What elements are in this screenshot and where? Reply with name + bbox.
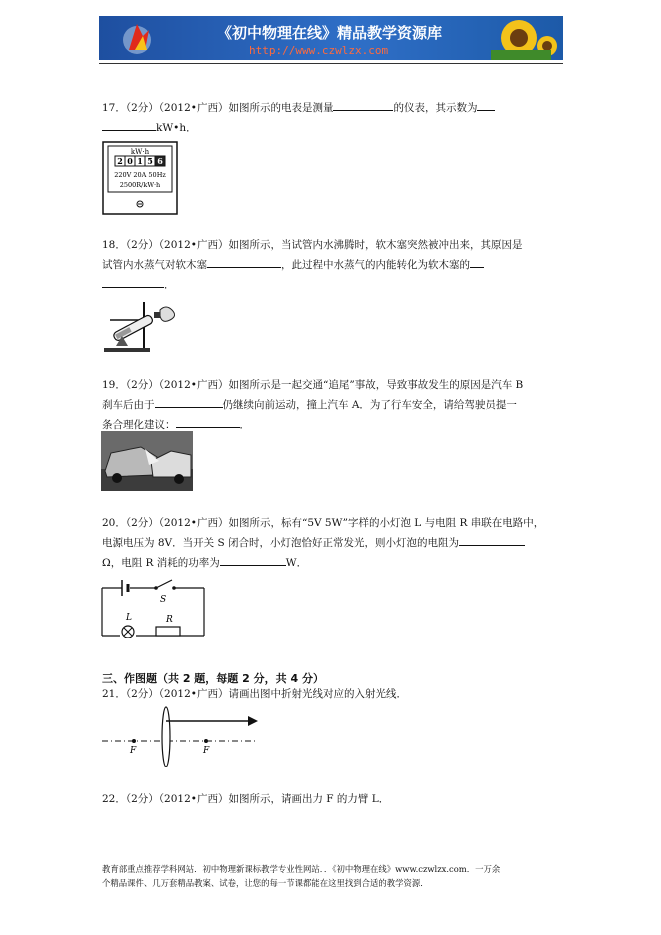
q17-text-1: 17．（2分）（2012•广西）如图所示的电表是测量 bbox=[102, 102, 334, 114]
arrow-head-icon bbox=[248, 716, 258, 726]
meter-digit: 5 bbox=[147, 156, 153, 166]
footer-line-1: 教育部重点推荐学科网站．初中物理新课标教学专业性网站．．《初中物理在线》www.czwlzx.com．一万余 bbox=[102, 864, 501, 874]
meter-spec-1: 220V 20A 50Hz bbox=[114, 171, 166, 179]
q20-line-1: 20．（2分）（2012•广西）如图所示，标有“5V 5W”字样的小灯泡 L 与电阻 R 串联在电路中， bbox=[102, 517, 545, 529]
q19-line-1: 19．（2分）（2012•广西）如图所示是一起交通“追尾”事故，导致事故发生的原因是汽车 B bbox=[102, 379, 524, 391]
meter-digit: 1 bbox=[137, 156, 143, 166]
q18-line-2a: 试管内水蒸气对软木塞 bbox=[102, 259, 207, 271]
question-18 bbox=[102, 236, 562, 295]
header-divider bbox=[99, 63, 563, 64]
car-accident-photo bbox=[101, 431, 193, 491]
resistor-label: R bbox=[166, 615, 173, 625]
q20-blank-2[interactable] bbox=[220, 553, 286, 566]
q17-blank-2[interactable] bbox=[102, 118, 156, 131]
convex-lens bbox=[162, 707, 170, 767]
circuit-diagram bbox=[100, 576, 206, 638]
meter-spec-2: 2500R/kW·h bbox=[119, 181, 161, 189]
question-20 bbox=[102, 514, 562, 573]
q18-end: ． bbox=[164, 279, 175, 291]
section-3-title: 三、作图题（共 2 题，每题 2 分，共 4 分） bbox=[102, 672, 324, 685]
meter-digit: 0 bbox=[127, 156, 133, 166]
header-banner bbox=[99, 16, 563, 60]
q17-blank-2a[interactable] bbox=[477, 98, 495, 111]
q20-blank-1[interactable] bbox=[459, 533, 525, 546]
q18-blank-2[interactable] bbox=[102, 275, 164, 288]
banner-title: 《初中物理在线》精品教学资源库 bbox=[217, 24, 443, 42]
q19-blank-1[interactable] bbox=[155, 395, 223, 408]
q20-line-3b: W． bbox=[285, 557, 308, 569]
q19-end: ． bbox=[239, 419, 250, 431]
q17-unit: kW•h． bbox=[156, 122, 197, 134]
lens-diagram bbox=[100, 705, 258, 767]
question-21 bbox=[102, 685, 562, 704]
test-tube-figure bbox=[102, 298, 182, 354]
q21-text: 21．（2分）（2012•广西）请画出图中折射光线对应的入射光线． bbox=[102, 688, 407, 700]
meter-digit: 2 bbox=[117, 156, 123, 166]
q18-blank-1[interactable] bbox=[207, 255, 281, 268]
footer-line-2: 个精品课件、几万套精品教案、试卷，让您的每一节课都能在这里找到合适的教学资源． bbox=[102, 878, 429, 888]
q17-blank-1[interactable] bbox=[333, 98, 393, 111]
electric-meter-figure bbox=[102, 141, 178, 215]
lamp-label: L bbox=[126, 613, 132, 623]
focus-left-label: F bbox=[130, 746, 137, 756]
meter-digits bbox=[115, 156, 165, 166]
lamp-symbol bbox=[120, 626, 136, 638]
banner-graphic bbox=[99, 16, 563, 60]
q18-blank-2a[interactable] bbox=[470, 255, 484, 268]
resistor-symbol bbox=[156, 627, 180, 636]
q19-line-2a: 刹车后由于 bbox=[102, 399, 155, 411]
question-17 bbox=[102, 98, 562, 138]
q22-text: 22．（2分）（2012•广西）如图所示，请画出力 F 的力臂 L． bbox=[102, 793, 390, 805]
q19-line-3a: 条合理化建议： bbox=[102, 419, 176, 431]
focus-right-label: F bbox=[203, 746, 210, 756]
meter-unit: kW·h bbox=[130, 148, 150, 156]
q18-line-1: 18．（2分）（2012•广西）如图所示，当试管内水沸腾时，软木塞突然被冲出来，其原因是 bbox=[102, 239, 523, 251]
q17-text-2: 的仪表，其示数为 bbox=[393, 102, 478, 114]
q20-line-3a: Ω，电阻 R 消耗的功率为 bbox=[102, 557, 220, 569]
switch-label: S bbox=[160, 595, 167, 605]
q19-blank-2[interactable] bbox=[176, 415, 240, 428]
battery-symbol bbox=[122, 580, 128, 596]
banner-url: http://www.czwlzx.com bbox=[249, 44, 389, 57]
meter-digit: 6 bbox=[157, 156, 163, 166]
q18-line-2b: ，此过程中水蒸气的内能转化为软木塞的 bbox=[281, 259, 470, 271]
question-19 bbox=[102, 376, 562, 435]
question-22 bbox=[102, 790, 562, 809]
q20-line-2: 电源电压为 8V．当开关 S 闭合时，小灯泡恰好正常发光，则小灯泡的电阻为 bbox=[102, 537, 459, 549]
q19-line-2b: 仍继续向前运动，撞上汽车 A．为了行车安全，请给驾驶员提一 bbox=[222, 399, 517, 411]
page-footer bbox=[102, 862, 564, 890]
